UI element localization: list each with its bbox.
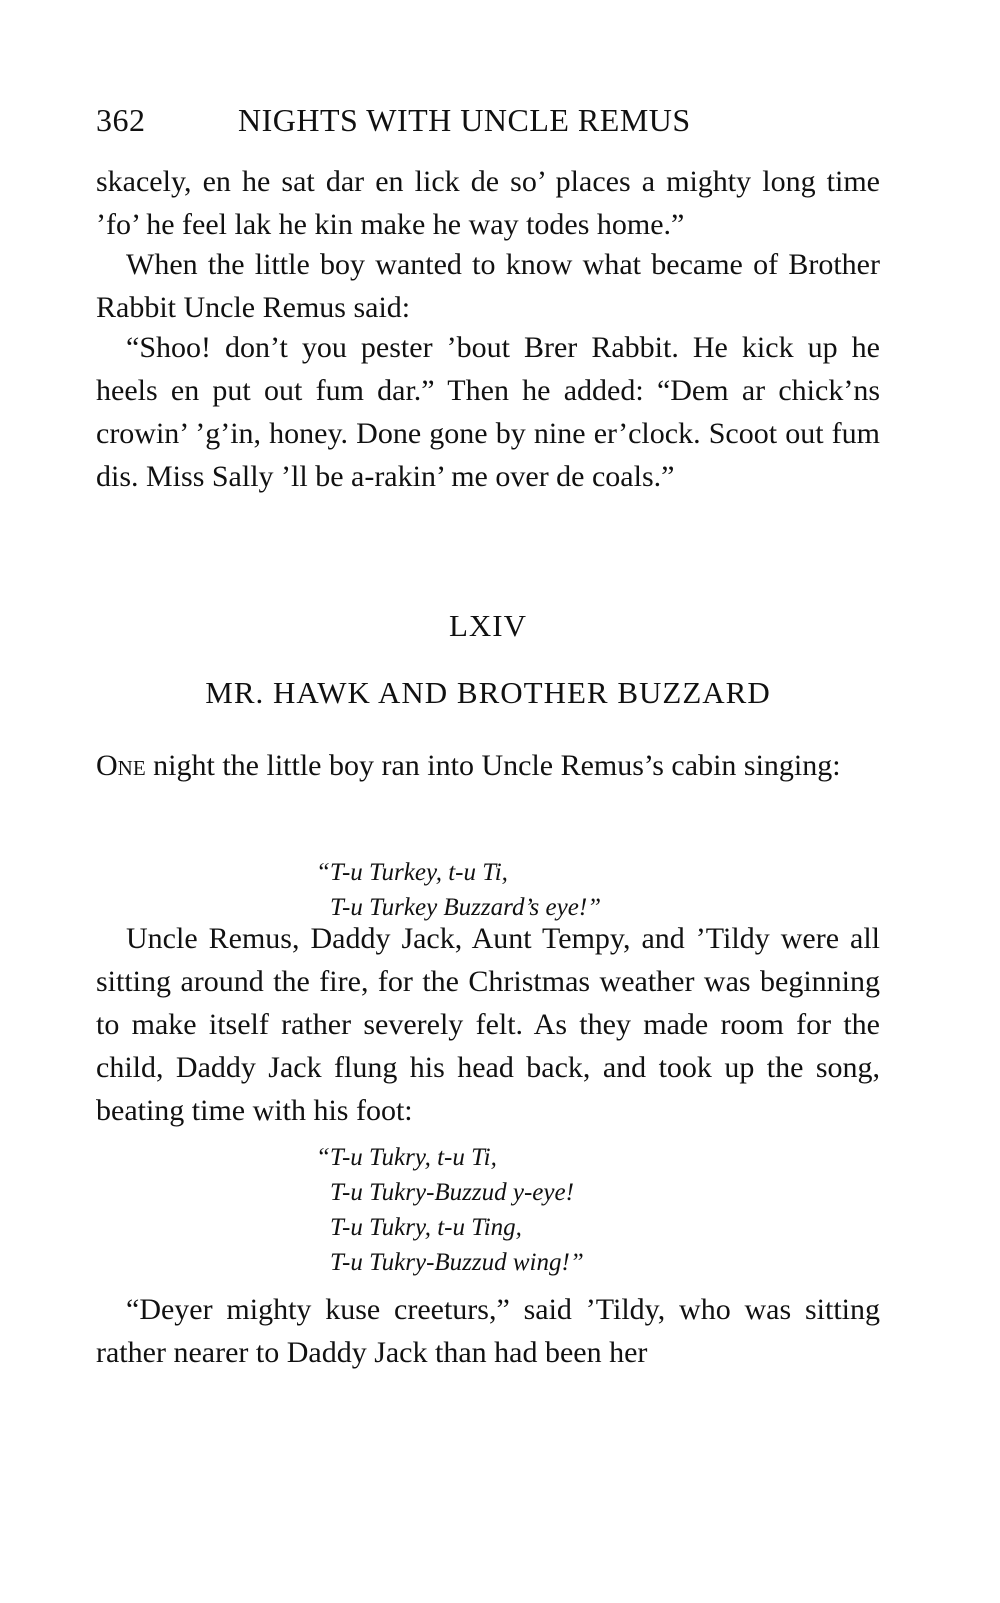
paragraph-chapter-opening [96,744,880,787]
paragraph-boy-question: When the little boy wanted to know what became of Brother Rabbit Uncle Remus said: [96,248,880,324]
verse-line: T-u Tukry-Buzzud wing!” [330,1249,584,1276]
running-title: NIGHTS WITH UNCLE REMUS [238,102,691,138]
page-number: 362 [96,102,146,138]
paragraph-continuation: skacely, en he sat dar en lick de so’ places a mighty long time ’fo’ he feel lak he kin make he way todes home.” [96,165,880,241]
verse-line: “T-u Tukry, t-u Ti, [316,1144,497,1171]
paragraph-remus-reply: “Shoo! don’t you pester ’bout Brer Rabbit. He kick up he heels en put out fum dar.” Then he added: “Dem ar chick’ns crowin’ ’g’in, honey. Done gone by nine er’clock. Scoot out fum dis. Miss Sally ’ll be a-rakin’ me over de coals.” [96,331,880,493]
verse-line: T-u Turkey Buzzard’s eye!” [330,894,602,921]
verse-line: “T-u Turkey, t-u Ti, [316,859,508,886]
verse-daddy-jack-song [316,1140,584,1280]
chapter-number: LXIV [448,608,528,643]
verse-line: T-u Tukry-Buzzud y-eye! [330,1179,574,1206]
verse-line: T-u Tukry, t-u Ting, [330,1214,522,1241]
chapter-title: MR. HAWK AND BROTHER BUZZARD [205,675,771,710]
running-head [96,102,880,142]
paragraph-tildy-remark: “Deyer mighty kuse creeturs,” said ’Tildy, who was sitting rather nearer to Daddy Jack than had been her [96,1293,880,1369]
chapter-first-word: One [96,749,146,782]
verse-turkey-song [316,855,601,925]
paragraph-fireside: Uncle Remus, Daddy Jack, Aunt Tempy, and ’Tildy were all sitting around the fire, for the Christmas weather was beginning to make itself rather severely felt. As they made room for the child, Daddy Jack flung his head back, and took up the song, beating time with his foot: [96,922,880,1127]
book-page [96,0,880,1603]
chapter-opening-text: night the little boy ran into Uncle Remus’s cabin singing: [145,749,841,782]
